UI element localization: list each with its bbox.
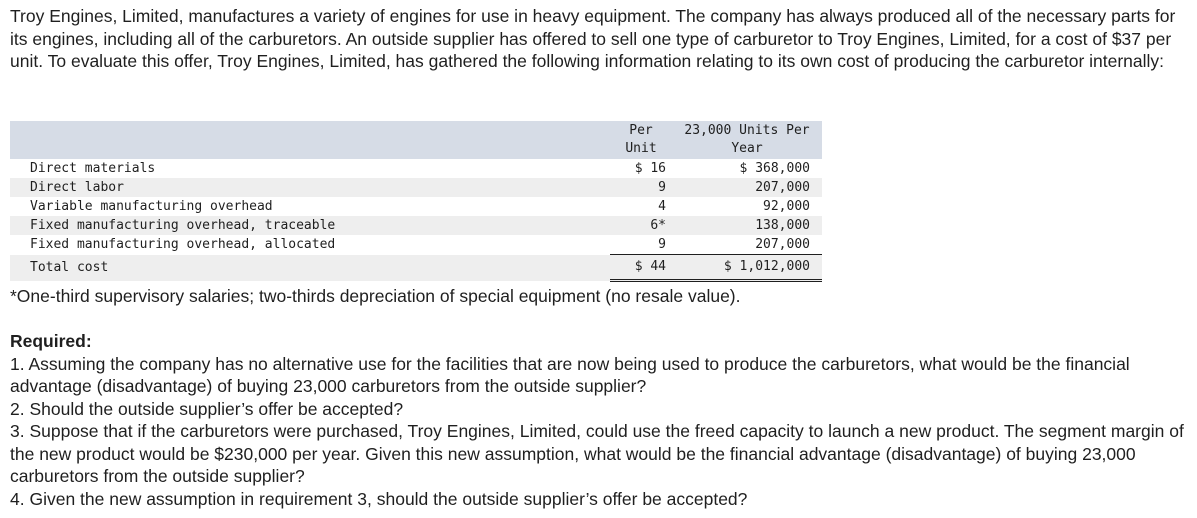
required-heading: Required:	[10, 331, 92, 351]
row-per-year: 207,000	[672, 235, 822, 255]
header-per-unit	[610, 121, 672, 159]
row-per-year: 138,000	[672, 216, 822, 235]
row-label: Direct labor	[10, 178, 610, 197]
required-item-1: 1. Assuming the company has no alternative use for the facilities that are now being used to produce the carburetors, what would be the financial advantage (disadvantage) of buying 23,000 carburetors from the outside supplier?	[10, 353, 1130, 396]
row-per-unit: 9	[610, 235, 672, 255]
row-per-year: $ 368,000	[672, 159, 822, 178]
total-row	[10, 255, 822, 281]
header-per-year-line1: 23,000 Units Per	[684, 123, 810, 138]
required-item-4: 4. Given the new assumption in requirement 3, should the outside supplier’s offer be accepted?	[10, 488, 748, 509]
table-row	[10, 178, 822, 197]
intro-paragraph: Troy Engines, Limited, manufactures a variety of engines for use in heavy equipment. The company has always produced all of the necessary parts for its engines, including all of the carburetors. An outside supplier has offered to sell one type of carburetor to Troy Engines, Limited, for a cost of $37 per unit. To evaluate this offer, Troy Engines, Limited, has gathered the following information relating to its own cost of producing the carburetor internally:	[10, 6, 1176, 71]
cost-table	[10, 121, 822, 282]
table-row	[10, 197, 822, 216]
row-label: Variable manufacturing overhead	[10, 197, 610, 216]
row-per-year: 207,000	[672, 178, 822, 197]
row-per-unit: 6*	[610, 216, 672, 235]
required-item-2: 2. Should the outside supplier’s offer be accepted?	[10, 398, 404, 419]
table-row	[10, 159, 822, 178]
row-label: Fixed manufacturing overhead, allocated	[10, 235, 610, 255]
row-label: Direct materials	[10, 159, 610, 178]
required-section	[10, 330, 1190, 510]
table-row	[10, 216, 822, 235]
header-per-unit-line1: Per	[629, 123, 653, 138]
table-header-row	[10, 121, 822, 159]
total-label: Total cost	[10, 255, 610, 281]
row-per-unit: $ 16	[610, 159, 672, 178]
row-per-year: 92,000	[672, 197, 822, 216]
table-row	[10, 235, 822, 255]
footnote: *One-third supervisory salaries; two-thirds depreciation of special equipment (no resale value).	[10, 286, 741, 306]
header-label	[10, 121, 610, 159]
total-per-unit: $ 44	[610, 255, 672, 281]
row-per-unit: 4	[610, 197, 672, 216]
header-per-year	[672, 121, 822, 159]
total-per-year: $ 1,012,000	[672, 255, 822, 281]
row-per-unit: 9	[610, 178, 672, 197]
required-item-3: 3. Suppose that if the carburetors were purchased, Troy Engines, Limited, could use the freed capacity to launch a new product. The segment margin of the new product would be $230,000 per year. Given this new assumption, what would be the financial advantage (disadvantage) of buying 23,000 carburetors from the outside supplier?	[10, 421, 1184, 486]
row-label: Fixed manufacturing overhead, traceable	[10, 216, 610, 235]
header-per-year-line2: Year	[731, 141, 763, 156]
header-per-unit-line2: Unit	[625, 141, 657, 156]
